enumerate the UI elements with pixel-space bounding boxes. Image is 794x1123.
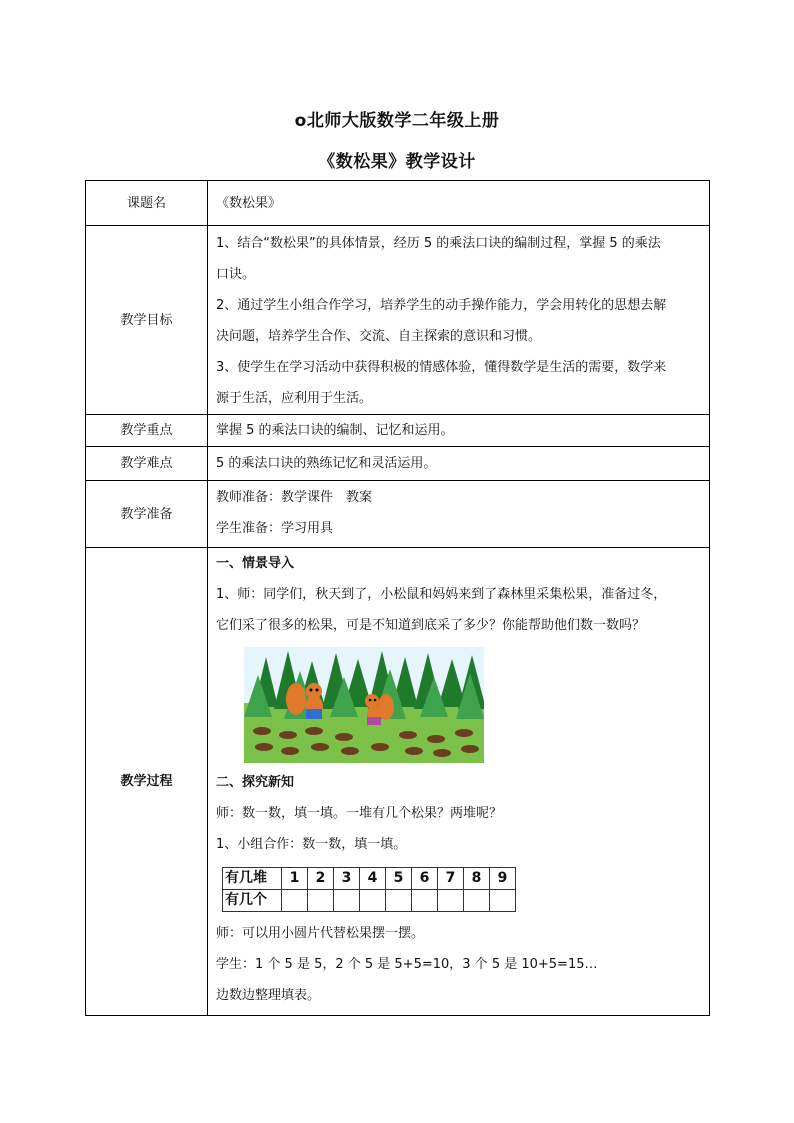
row-topic (86, 181, 710, 226)
goal-line: 决问题，培养学生合作、交流、自主探索的意识和习惯。 (216, 329, 542, 344)
piles-row (223, 868, 516, 890)
lesson-plan-table (85, 180, 710, 1016)
student-answer: 学生：1 个 5 是 5，2 个 5 是 5+5=10，3 个 5 是 10+5=15… (216, 957, 598, 972)
process-label: 教学过程 (86, 548, 208, 1016)
topic-label: 课题名 (86, 181, 208, 226)
document-subtitle: 《数松果》教学设计 (318, 152, 476, 172)
count-cell (282, 890, 308, 912)
section-intro-title: 一、情景导入 (216, 556, 295, 571)
count-cell (438, 890, 464, 912)
pile-number: 3 (334, 868, 360, 890)
pile-number: 1 (282, 868, 308, 890)
row-difficulties (86, 447, 710, 481)
intro-line: 它们采了很多的松果，可是不知道到底采了多少？你能帮助他们数一数吗？ (216, 618, 646, 633)
row-goals (86, 226, 710, 415)
pile-number: 7 (438, 868, 464, 890)
row-process (86, 548, 710, 1016)
teacher-preparation: 教师准备：教学课件 教案 (216, 490, 373, 505)
pile-number: 6 (412, 868, 438, 890)
pile-number: 8 (464, 868, 490, 890)
count-header: 有几个 (223, 890, 282, 912)
goal-line: 源于生活，应利用于生活。 (216, 391, 373, 406)
teacher-question: 师：数一数，填一填。一堆有几个松果？两堆呢？ (216, 806, 503, 821)
goal-line: 1、结合“数松果”的具体情景，经历 5 的乘法口诀的编制过程，掌握 5 的乘法 (216, 236, 661, 251)
count-cell (386, 890, 412, 912)
goals-label: 教学目标 (86, 226, 208, 415)
count-cell (360, 890, 386, 912)
student-preparation: 学生准备：学习用具 (216, 521, 334, 536)
key-points-label: 教学重点 (86, 415, 208, 447)
pile-number: 9 (490, 868, 516, 890)
row-key-points (86, 415, 710, 447)
goal-line: 3、使学生在学习活动中获得积极的情感体验，懂得数学是生活的需要，数学来 (216, 360, 667, 375)
difficulties-value: 5 的乘法口诀的熟练记忆和灵活运用。 (208, 447, 710, 481)
count-cell (464, 890, 490, 912)
count-cell (490, 890, 516, 912)
count-cell (412, 890, 438, 912)
goal-line: 2、通过学生小组合作学习，培养学生的动手操作能力，学会用转化的思想去解 (216, 298, 667, 313)
forest-squirrel-illustration (244, 647, 484, 763)
count-cell (308, 890, 334, 912)
count-cell (334, 890, 360, 912)
count-fill-table (222, 867, 516, 912)
count-row (223, 890, 516, 912)
topic-value: 《数松果》 (208, 181, 710, 226)
row-preparation (86, 481, 710, 548)
key-points-value: 掌握 5 的乘法口诀的编制、记忆和运用。 (208, 415, 710, 447)
goal-line: 口诀。 (216, 267, 256, 282)
piles-header: 有几堆 (223, 868, 282, 890)
teacher-tip: 师：可以用小圆片代替松果摆一摆。 (216, 926, 425, 941)
section-explore-title: 二、探究新知 (216, 775, 295, 790)
pile-number: 5 (386, 868, 412, 890)
difficulties-label: 教学难点 (86, 447, 208, 481)
preparation-label: 教学准备 (86, 481, 208, 548)
pile-number: 4 (360, 868, 386, 890)
pile-number: 2 (308, 868, 334, 890)
fill-note: 边数边整理填表。 (216, 988, 321, 1003)
group-task: 1、小组合作：数一数，填一填。 (216, 837, 407, 852)
document-title: o北师大版数学二年级上册 (294, 111, 500, 131)
intro-line: 1、师：同学们，秋天到了，小松鼠和妈妈来到了森林里采集松果，准备过冬， (216, 587, 667, 602)
